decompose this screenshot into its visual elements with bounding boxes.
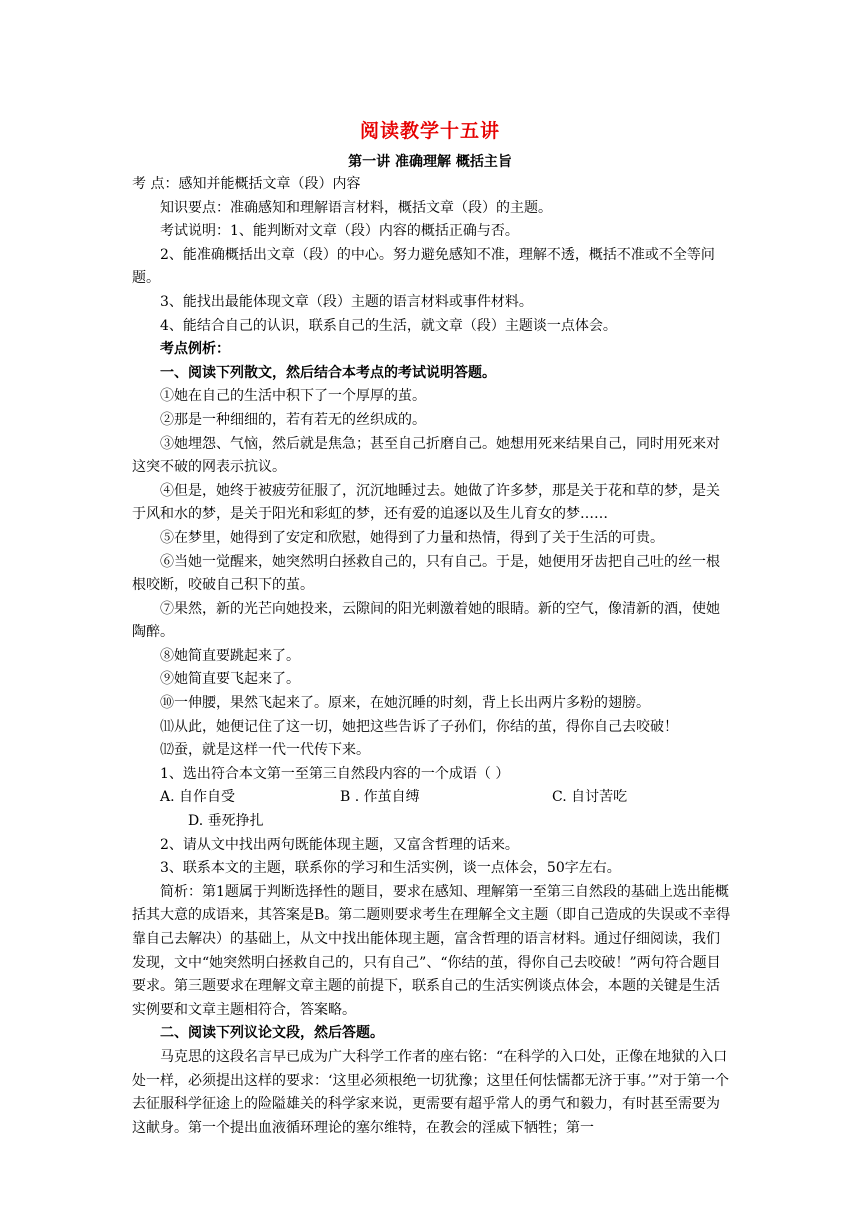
knowledge-points: 知识要点：准确感知和理解语言材料，概括文章（段）的主题。	[160, 199, 552, 216]
question-1-options-row2	[132, 810, 732, 834]
essay-paragraph: ⑧她简直要跳起来了。	[160, 647, 300, 664]
essay-paragraph: ⑥当她一觉醒来，她突然明白拯救自己的，只有自己。于是，她便用牙齿把自己吐的丝一根根咬断，咬破自己积下的茧。	[132, 553, 720, 594]
essay-paragraph: ⑦果然，新的光芒向她投来，云隙间的阳光刺激着她的眼睛。新的空气，像清新的酒，使她陶醉。	[132, 600, 720, 641]
essay-paragraph: ⑿蚕，就是这样一代一代传下来。	[160, 742, 370, 759]
essay-paragraph: ②那是一种细细的，若有若无的丝织成的。	[160, 411, 426, 428]
option-c: C. 自讨苦吃	[552, 789, 628, 806]
exam-note-4: 4、能结合自己的认识，联系自己的生活，就文章（段）主题谈一点体会。	[160, 317, 617, 334]
question-1: 1、选出符合本文第一至第三自然段内容的一个成语（ ）	[160, 765, 510, 782]
document-title: 阅读教学十五讲	[359, 120, 500, 142]
essay-paragraph: ①她在自己的生活中积下了一个厚厚的茧。	[160, 388, 426, 405]
kaodian-line: 考 点：感知并能概括文章（段）内容	[132, 176, 361, 192]
analysis-paragraph: 简析：第1题属于判断选择性的题目，要求在感知、理解第一至第三自然段的基础上选出能概括其大意的成语来，其答案是B。第二题则要求考生在理解全文主题（即自己造成的失误或不幸得靠自己去解决）的基础上，从文中找出能体现主题，富含哲理的语言材料。通过仔细阅读，我们发现，文中“她突然明白拯救自己的，只有自己”、“你结的茧，得你自己去咬破！”两句符合题目要求。第三题要求在理解文章主题的前提下，联系自己的生活实例谈点体会，本题的关键是生活实例要和文章主题相符合，答案略。	[132, 883, 731, 1018]
essay-paragraph: ⑩一伸腰，果然飞起来了。原来，在她沉睡的时刻，背上长出两片多粉的翅膀。	[160, 695, 650, 712]
lecture-subtitle: 第一讲 准确理解 概括主旨	[348, 154, 512, 170]
section-2-text: 马克思的这段名言早已成为广大科学工作者的座右铭：“在科学的入口处，正像在地狱的入口处一样，必须提出这样的要求：‘这里必须根绝一切犹豫；这里任何怯懦都无济于事。’”对于第一个去征服科学征途上的险隘雄关的科学家来说，更需要有超乎常人的勇气和毅力，有时甚至需要为这献身。第一个提出血液循环理论的塞尔维特，在教会的淫威下牺牲；第一	[132, 1048, 730, 1136]
section-2-heading: 二、阅读下列议论文段，然后答题。	[160, 1025, 384, 1042]
essay-paragraph: ⑾从此，她便记住了这一切，她把这些告诉了子孙们，你结的茧，得你自己去咬破！	[160, 718, 678, 735]
question-3: 3、联系本文的主题，联系你的学习和生活实例，谈一点体会，50字左右。	[160, 860, 621, 877]
document-body	[132, 173, 732, 1140]
essay-paragraph: ⑨她简直要飞起来了。	[160, 671, 300, 688]
option-b: B . 作茧自缚	[340, 789, 420, 806]
section-1-heading: 一、阅读下列散文，然后结合本考点的考试说明答题。	[160, 364, 496, 381]
exam-note-2: 2、能准确概括出文章（段）的中心。努力避免感知不准，理解不透，概括不准或不全等问题。	[132, 246, 715, 287]
essay-paragraph: ④但是，她终于被疲劳征服了，沉沉地睡过去。她做了许多梦，那是关于花和草的梦，是关于风和水的梦，是关于阳光和彩虹的梦，还有爱的追逐以及生儿育女的梦……	[132, 482, 720, 523]
option-a: A. 自作自受	[160, 789, 236, 806]
essay-paragraph: ⑤在梦里，她得到了安定和欣慰，她得到了力量和热情，得到了关于生活的可贵。	[160, 529, 664, 546]
analysis-heading: 考点例析：	[160, 341, 230, 358]
question-2: 2、请从文中找出两句既能体现主题，又富含哲理的话来。	[160, 836, 519, 853]
exam-note-1: 考试说明：1、能判断对文章（段）内容的概括正确与否。	[160, 223, 519, 240]
exam-note-3: 3、能找出最能体现文章（段）主题的语言材料或事件材料。	[160, 293, 533, 310]
essay-paragraph: ③她埋怨、气恼，然后就是焦急；甚至自己折磨自己。她想用死来结果自己，同时用死来对这突不破的网表示抗议。	[132, 435, 720, 476]
option-d: D. 垂死挣扎	[188, 813, 264, 830]
question-1-options	[132, 786, 732, 810]
